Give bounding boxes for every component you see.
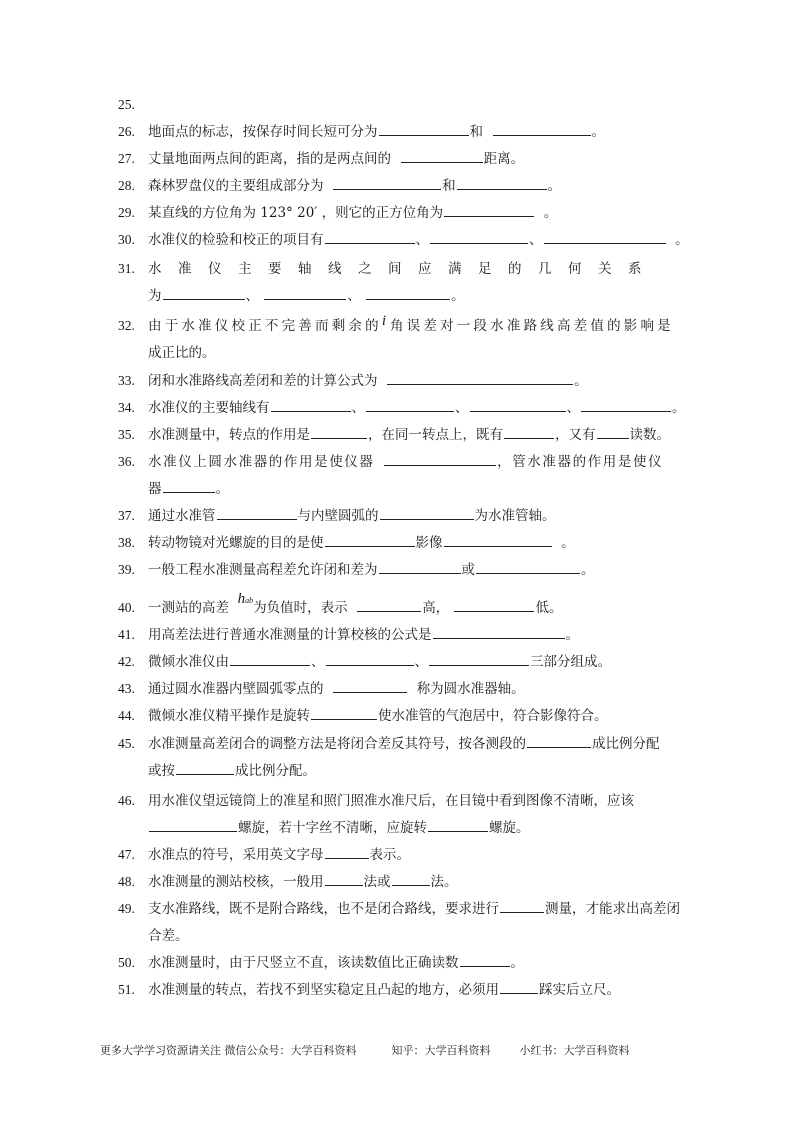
question-text: 低。: [535, 600, 563, 616]
question-text: 。: [543, 205, 558, 221]
question-text: 水准仪上圆水准器的作用是使仪器: [148, 454, 375, 470]
question-text: 。: [672, 400, 686, 416]
question-text: 表示。: [369, 847, 410, 863]
question-text: 、: [566, 400, 580, 416]
question-45: [118, 731, 674, 757]
question-text: ，又有: [555, 427, 596, 443]
question-36-line2: [148, 476, 229, 502]
answer-blank[interactable]: [311, 705, 377, 720]
question-text: 水准点的符号，采用英文字母: [148, 847, 324, 863]
question-text: 水准仪的检验和校正的项目有: [148, 232, 324, 248]
question-text: 、: [415, 232, 429, 248]
question-text: 水准测量时，由于尺竖立不直，该读数值比正确读数: [148, 955, 459, 971]
answer-blank[interactable]: [325, 229, 415, 244]
question-text: 踩实后立尺。: [539, 982, 620, 998]
answer-blank[interactable]: [325, 844, 369, 859]
question-number: 39.: [118, 562, 135, 577]
question-text: 和: [442, 178, 456, 194]
question-text: 水准测量中，转点的作用是: [148, 427, 310, 443]
answer-blank[interactable]: [333, 678, 407, 693]
question-37: [118, 503, 674, 529]
answer-blank[interactable]: [217, 505, 297, 520]
question-text: 、: [311, 654, 325, 670]
answer-blank[interactable]: [230, 651, 310, 666]
question-text: 通过圆水准器内壁圆弧零点的: [148, 681, 324, 697]
question-number: 48.: [118, 874, 135, 889]
angle-symbol-i: i: [381, 313, 386, 329]
question-text: 合差。: [148, 928, 189, 944]
answer-blank[interactable]: [504, 424, 554, 439]
question-text: 一般工程水准测量高程差允许闭和差为: [148, 562, 378, 578]
question-text: 高，: [422, 600, 450, 616]
answer-blank[interactable]: [470, 397, 566, 412]
question-number: 44.: [118, 708, 135, 723]
question-text: 使水准管的气泡居中，符合影像符合。: [378, 708, 608, 724]
answer-blank[interactable]: [311, 424, 367, 439]
answer-blank[interactable]: [366, 285, 450, 300]
question-text: 测量，才能求出高差闭: [545, 901, 680, 917]
question-number: 40.: [118, 600, 135, 615]
footer-wechat: 微信公众号：大学百科资料: [224, 1044, 357, 1057]
question-text: 。: [581, 562, 595, 578]
question-number: 50.: [118, 955, 135, 970]
question-number: 36.: [118, 454, 135, 469]
question-32-line2: [148, 340, 216, 366]
question-number: 51.: [118, 982, 135, 997]
answer-blank[interactable]: [380, 505, 474, 520]
answer-blank[interactable]: [457, 175, 547, 190]
question-text: 、: [414, 654, 428, 670]
footer-promo: 更多大学学习资源请关注: [100, 1044, 221, 1057]
question-text: 。: [510, 955, 524, 971]
question-text: 、: [347, 288, 361, 304]
question-text: 一测站的高差: [148, 600, 229, 616]
answer-blank[interactable]: [384, 451, 496, 466]
question-number: 29.: [118, 205, 135, 220]
question-text: 用水准仪望远镜筒上的准星和照门照准水准尺后，在目镜中看到图像不清晰，应该: [148, 793, 634, 809]
question-25: [118, 92, 674, 118]
question-number: 46.: [118, 793, 135, 808]
question-text: 。: [215, 481, 229, 497]
answer-blank[interactable]: [325, 532, 415, 547]
answer-blank[interactable]: [597, 424, 629, 439]
answer-blank[interactable]: [401, 148, 483, 163]
question-text: 器: [148, 481, 162, 497]
question-number: 33.: [118, 373, 135, 388]
page-footer: [100, 1042, 630, 1058]
question-43: [118, 676, 674, 702]
question-text: 由于水准仪校正不完善而剩余的: [148, 318, 382, 334]
answer-blank[interactable]: [500, 979, 538, 994]
question-number: 26.: [118, 124, 135, 139]
question-text: 用高差法进行普通水准测量的计算校核的公式是: [148, 627, 432, 643]
question-36: [118, 449, 674, 475]
answer-blank[interactable]: [379, 559, 461, 574]
answer-blank[interactable]: [379, 121, 469, 136]
height-difference-symbol: [238, 591, 254, 607]
question-45-line2: [148, 758, 316, 784]
question-51: [118, 977, 674, 1003]
question-number: 27.: [118, 151, 135, 166]
question-number: 28.: [118, 178, 135, 193]
question-40: [118, 591, 674, 623]
question-number: 42.: [118, 654, 135, 669]
question-number: 35.: [118, 427, 135, 442]
answer-blank[interactable]: [387, 370, 573, 385]
question-text: 螺旋。: [489, 820, 530, 836]
question-text: 、: [351, 400, 365, 416]
question-text: 。: [561, 535, 575, 551]
question-text: 某直线的方位角为 123° 20′ ，则它的正方位角为: [148, 205, 444, 221]
answer-blank[interactable]: [326, 651, 414, 666]
question-31: [118, 256, 674, 282]
question-text: 法或: [363, 874, 391, 890]
answer-blank[interactable]: [357, 597, 421, 612]
question-29: [118, 200, 674, 226]
question-text: 或按: [148, 763, 175, 779]
question-30: [118, 227, 689, 253]
question-number: 37.: [118, 508, 135, 523]
answer-blank[interactable]: [444, 532, 552, 547]
answer-blank[interactable]: [476, 559, 580, 574]
question-text: 读数。: [629, 427, 670, 443]
question-text: 水准测量的测站校核，一般用: [148, 874, 324, 890]
question-text: 水准仪的主要轴线有: [148, 400, 270, 416]
question-41: [118, 622, 674, 648]
question-text: 。: [591, 124, 606, 140]
answer-blank[interactable]: [500, 898, 544, 913]
question-31-line2: [148, 283, 465, 309]
answer-blank[interactable]: [333, 175, 441, 190]
question-text: 、: [245, 288, 259, 304]
question-text: 三部分组成。: [530, 654, 611, 670]
question-number: 49.: [118, 901, 135, 916]
question-32: [118, 313, 674, 339]
question-text: 称为圆水准器轴。: [416, 681, 525, 697]
question-50: [118, 950, 674, 976]
answer-blank[interactable]: [454, 597, 534, 612]
answer-blank[interactable]: [460, 952, 510, 967]
footer-zhihu: 知乎：大学百科资料: [391, 1044, 491, 1057]
footer-xiaohongshu: 小红书：大学百科资料: [519, 1044, 630, 1057]
question-text: 水准测量的转点，若找不到坚实稳定且凸起的地方，必须用: [148, 982, 499, 998]
question-text: 丈量地面两点间的距离，指的是两点间的: [148, 151, 391, 167]
question-text: 与内壁圆弧的: [297, 508, 379, 524]
question-number: 47.: [118, 847, 135, 862]
question-text: 微倾水准仪由: [148, 654, 229, 670]
answer-blank[interactable]: [429, 651, 529, 666]
symbol-subscript: ab: [245, 596, 254, 605]
question-34: [118, 395, 686, 421]
answer-blank[interactable]: [430, 229, 528, 244]
symbol-h: h: [237, 591, 246, 607]
question-text: ，在同一转点上，既有: [368, 427, 503, 443]
question-text: 成比例分配。: [235, 763, 316, 779]
question-number: 32.: [118, 318, 135, 333]
question-text: 、: [529, 232, 543, 248]
question-text: 为: [148, 288, 162, 304]
question-text: 闭和水准路线高差闭和差的计算公式为: [148, 373, 378, 389]
question-38: [118, 530, 674, 556]
question-text: 成正比的。: [148, 345, 216, 361]
question-text: 森林罗盘仪的主要组成部分为: [148, 178, 324, 194]
answer-blank[interactable]: [428, 817, 488, 832]
question-49: [118, 896, 680, 922]
question-text: 水准仪主要轴线之间应满足的几何关系: [148, 261, 658, 277]
question-27: [118, 146, 674, 172]
answer-blank[interactable]: [544, 229, 666, 244]
question-text: 角误差对一段水准路线高差值的影响是: [389, 318, 674, 334]
answer-blank[interactable]: [163, 285, 245, 300]
answer-blank[interactable]: [176, 760, 234, 775]
question-44: [118, 703, 674, 729]
question-48: [118, 869, 674, 895]
question-46: [118, 788, 674, 814]
question-text: 法。: [430, 874, 458, 890]
answer-blank[interactable]: [366, 397, 454, 412]
question-number: 31.: [118, 261, 135, 276]
question-46-line2: [148, 815, 530, 841]
question-33: [118, 368, 674, 394]
question-text: 支水准路线，既不是附合路线，也不是闭合路线，要求进行: [148, 901, 499, 917]
question-text: 微倾水准仪精平操作是旋转: [148, 708, 310, 724]
question-text: 为负值时，表示: [253, 600, 348, 616]
question-28: [118, 173, 674, 199]
question-text: 水准测量高差闭合的调整方法是将闭合差反其符号，按各测段的: [148, 736, 526, 752]
question-42: [118, 649, 674, 675]
question-number: 43.: [118, 681, 135, 696]
question-text: 影像: [415, 535, 443, 551]
question-text: 通过水准管: [148, 508, 216, 524]
question-text: 螺旋，若十字丝不清晰，应旋转: [238, 820, 427, 836]
question-49-line2: [148, 923, 189, 949]
question-text: 、: [455, 400, 469, 416]
answer-blank[interactable]: [149, 817, 237, 832]
answer-blank[interactable]: [264, 285, 346, 300]
question-number: 34.: [118, 400, 135, 415]
answer-blank[interactable]: [325, 871, 363, 886]
answer-blank[interactable]: [392, 871, 430, 886]
question-text: 。: [451, 288, 465, 304]
question-text: 或: [461, 562, 475, 578]
question-number: 38.: [118, 535, 135, 550]
question-26: [118, 119, 674, 145]
answer-blank[interactable]: [163, 478, 215, 493]
question-text: 转动物镜对光螺旋的目的是使: [148, 535, 324, 551]
question-number: 45.: [118, 736, 135, 751]
question-text: 。: [675, 232, 689, 248]
answer-blank[interactable]: [444, 202, 534, 217]
answer-blank[interactable]: [493, 121, 591, 136]
question-text: 和: [469, 124, 483, 140]
question-text: ，管水准器的作用是使仪: [497, 454, 664, 470]
question-47: [118, 842, 674, 868]
question-number: 41.: [118, 627, 135, 642]
answer-blank[interactable]: [527, 733, 591, 748]
question-number: 30.: [118, 232, 135, 247]
question-text: 成比例分配: [592, 736, 660, 752]
question-text: 。: [565, 627, 579, 643]
question-text: 。: [574, 373, 588, 389]
question-text: 距离。: [483, 151, 525, 167]
question-35: [118, 422, 674, 448]
question-39: [118, 557, 674, 583]
question-number: 25.: [118, 97, 135, 112]
question-text: 地面点的标志，按保存时间长短可分为: [148, 124, 378, 140]
answer-blank[interactable]: [581, 397, 671, 412]
question-text: 。: [547, 178, 562, 194]
answer-blank[interactable]: [271, 397, 351, 412]
answer-blank[interactable]: [433, 624, 565, 639]
question-text: 为水准管轴。: [474, 508, 556, 524]
